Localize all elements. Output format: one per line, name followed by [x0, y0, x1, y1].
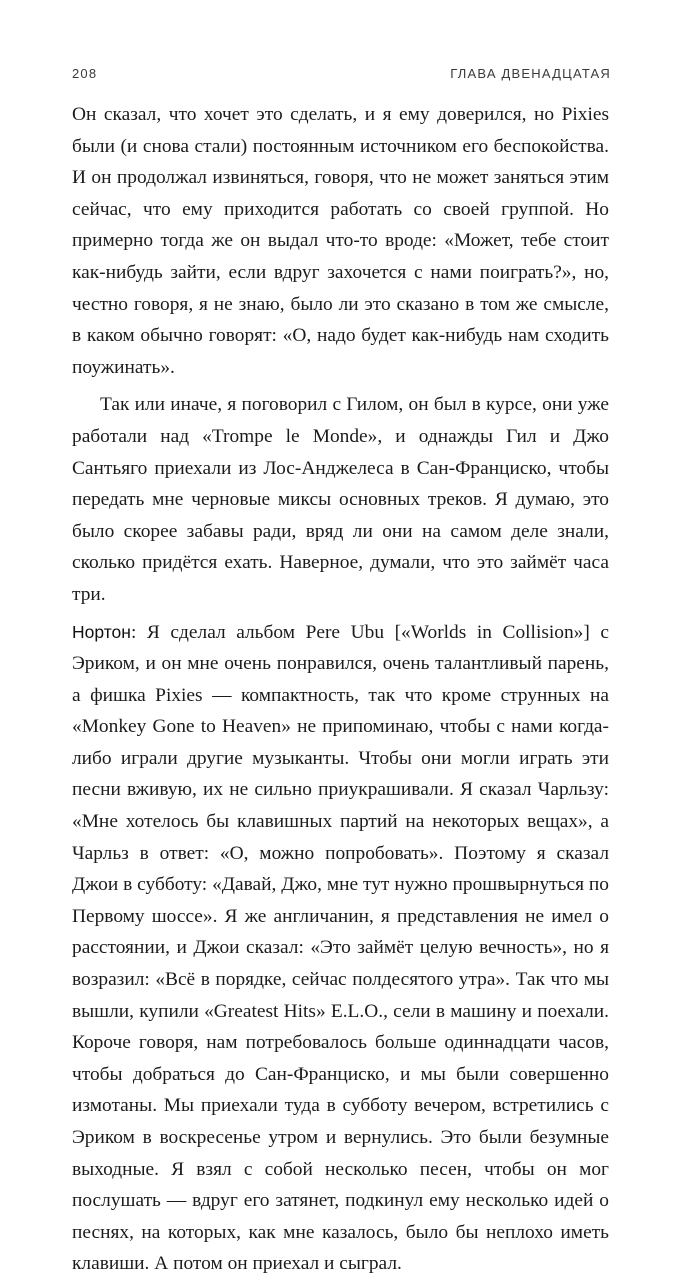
running-head-chapter-title: ГЛАВА ДВЕНАДЦАТАЯ: [450, 66, 611, 81]
paragraph-3: [72, 617, 609, 1280]
paragraph-1: [72, 99, 609, 383]
page-header: [72, 66, 611, 86]
paragraph-2: [72, 389, 609, 610]
speaker-name: Нортон: [72, 621, 131, 642]
paragraph-1-text: Он сказал, что хочет это сделать, и я ему доверился, но Pixies были (и снова стали) постоянным источником его беспокойства. И он продолжал извиняться, говоря, что не может заняться этим сейчас, что ему приходится работать со своей группой. Но примерно тогда же он выдал что-то вроде: «Может, тебе стоит как-нибудь зайти, если вдруг захочется с нами поиграть?», но, честно говоря, я не знаю, было ли это сказано в том же смысле, в каком обычно говорят: «О, надо будет как-нибудь нам сходить поужинать».: [72, 104, 609, 378]
page-body-text: [72, 99, 609, 1286]
paragraph-3-text: : Я сделал альбом Pere Ubu [«Worlds in Collision»] с Эриком, и он мне очень понравился, очень талантливый парень, а фишка Pixies — компактность, так что кроме струнных на «Monkey Gone to Heaven» не припоминаю, чтобы с нами когда-либо играли другие музыканты. Чтобы они могли играть эти песни вживую, их не сильно приукрашивали. Я сказал Чарльзу: «Мне хотелось бы клавишных партий на некоторых вещах», а Чарльз в ответ: «О, можно попробовать». Поэтому я сказал Джои в субботу: «Давай, Джо, мне тут нужно прошвырнуться по Первому шоссе». Я же англичанин, я представления не имел о расстоянии, и Джои сказал: «Это займёт целую вечность», но я возразил: «Всё в порядке, сейчас полдесятого утра». Так что мы вышли, купили «Greatest Hits» E.L.O., сели в машину и поехали. Короче говоря, нам потребовалось больше одиннадцати часов, чтобы добраться до Сан-Франциско, и мы были совершенно измотаны. Мы приехали туда в субботу вечером, встретились с Эриком в воскресенье утром и вернулись. Это были безумные выходные. Я взял с собой несколько песен, чтобы он мог послушать — вдруг его затянет, подкинул ему несколько идей о песнях, на которых, как мне казалось, было бы неплохо иметь клавиши. А потом он приехал и сыграл.: [72, 621, 609, 1275]
page-number: 208: [72, 66, 98, 81]
paragraph-2-text: Так или иначе, я поговорил с Гилом, он был в курсе, они уже работали над «Trompe le Monde», и однажды Гил и Джо Сантьяго приехали из Лос-Анджелеса в Сан-Франциско, чтобы передать мне черновые миксы основных треков. Я думаю, это было скорее забавы ради, вряд ли они на самом деле знали, сколько придётся ехать. Наверное, думали, что это займёт часа три.: [72, 394, 609, 605]
